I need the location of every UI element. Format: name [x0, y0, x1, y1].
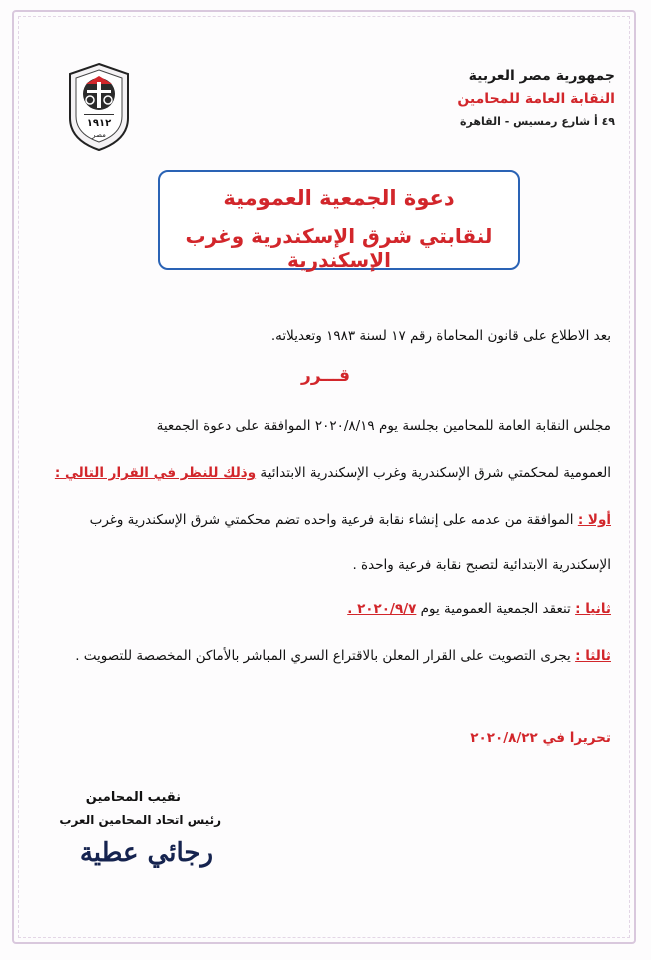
third-item-label: ثالثا :: [575, 648, 611, 664]
second-item-text: تنعقد الجمعية العمومية يوم: [420, 601, 571, 617]
para1-line2-text: العمومية لمحكمتي شرق الإسكندرية وغرب الإسكندرية الابتدائية: [260, 465, 611, 481]
first-item-line2: الإسكندرية الابتدائية لتصبح نقابة فرعية واحدة .: [352, 557, 611, 573]
logo-year: ١٩١٢: [86, 118, 112, 129]
first-item-label: أولا :: [577, 512, 611, 528]
signature-role1: نقيب المحامين: [85, 790, 181, 805]
intro-line: بعد الاطلاع على قانون المحاماة رقم ١٧ لسنة ١٩٨٣ وتعديلاته.: [270, 328, 611, 344]
logo-country: مصر: [92, 131, 106, 139]
signature-role2: رئيس اتحاد المحامين العرب: [59, 813, 221, 827]
second-item-label: ثانيا :: [575, 601, 611, 617]
para1-line1: مجلس النقابة العامة للمحامين بجلسة يوم ٢٠٢٠/٨/١٩ الموافقة على دعوة الجمعية: [156, 418, 611, 434]
header-syndicate: النقابة العامة للمحامين: [457, 91, 615, 107]
para1-line2: [55, 465, 611, 481]
title-line1: دعوة الجمعية العمومية: [223, 186, 455, 210]
header-address: ٤٩ أ شارع رمسيس - القاهرة: [459, 115, 615, 128]
second-item: [347, 601, 611, 617]
header-republic: جمهورية مصر العربية: [468, 68, 615, 84]
third-item-text: يجرى التصويت على القرار المعلن بالاقتراع السري المباشر بالأماكن المخصصة للتصويت .: [75, 648, 571, 664]
signature-name: رجائي عطية: [79, 838, 213, 868]
title-line2: لنقابتي شرق الإسكندرية وغرب الإسكندرية: [185, 224, 493, 272]
title-box: [158, 170, 520, 270]
para1-line2-highlight: وذلك للنظر في القرار التالي :: [54, 465, 257, 481]
syndicate-logo-icon: [64, 60, 134, 152]
first-item-text: الموافقة من عدمه على إنشاء نقابة فرعية واحده تضم محكمتي شرق الإسكندرية وغرب: [89, 512, 574, 528]
decided-heading: قـــرر: [301, 366, 350, 386]
first-item-line1: [90, 512, 611, 528]
dated-line: تحريرا في ٢٠٢٠/٨/٢٢: [470, 730, 611, 746]
second-item-date: ٢٠٢٠/٩/٧ .: [347, 601, 417, 617]
third-item: [75, 648, 611, 664]
